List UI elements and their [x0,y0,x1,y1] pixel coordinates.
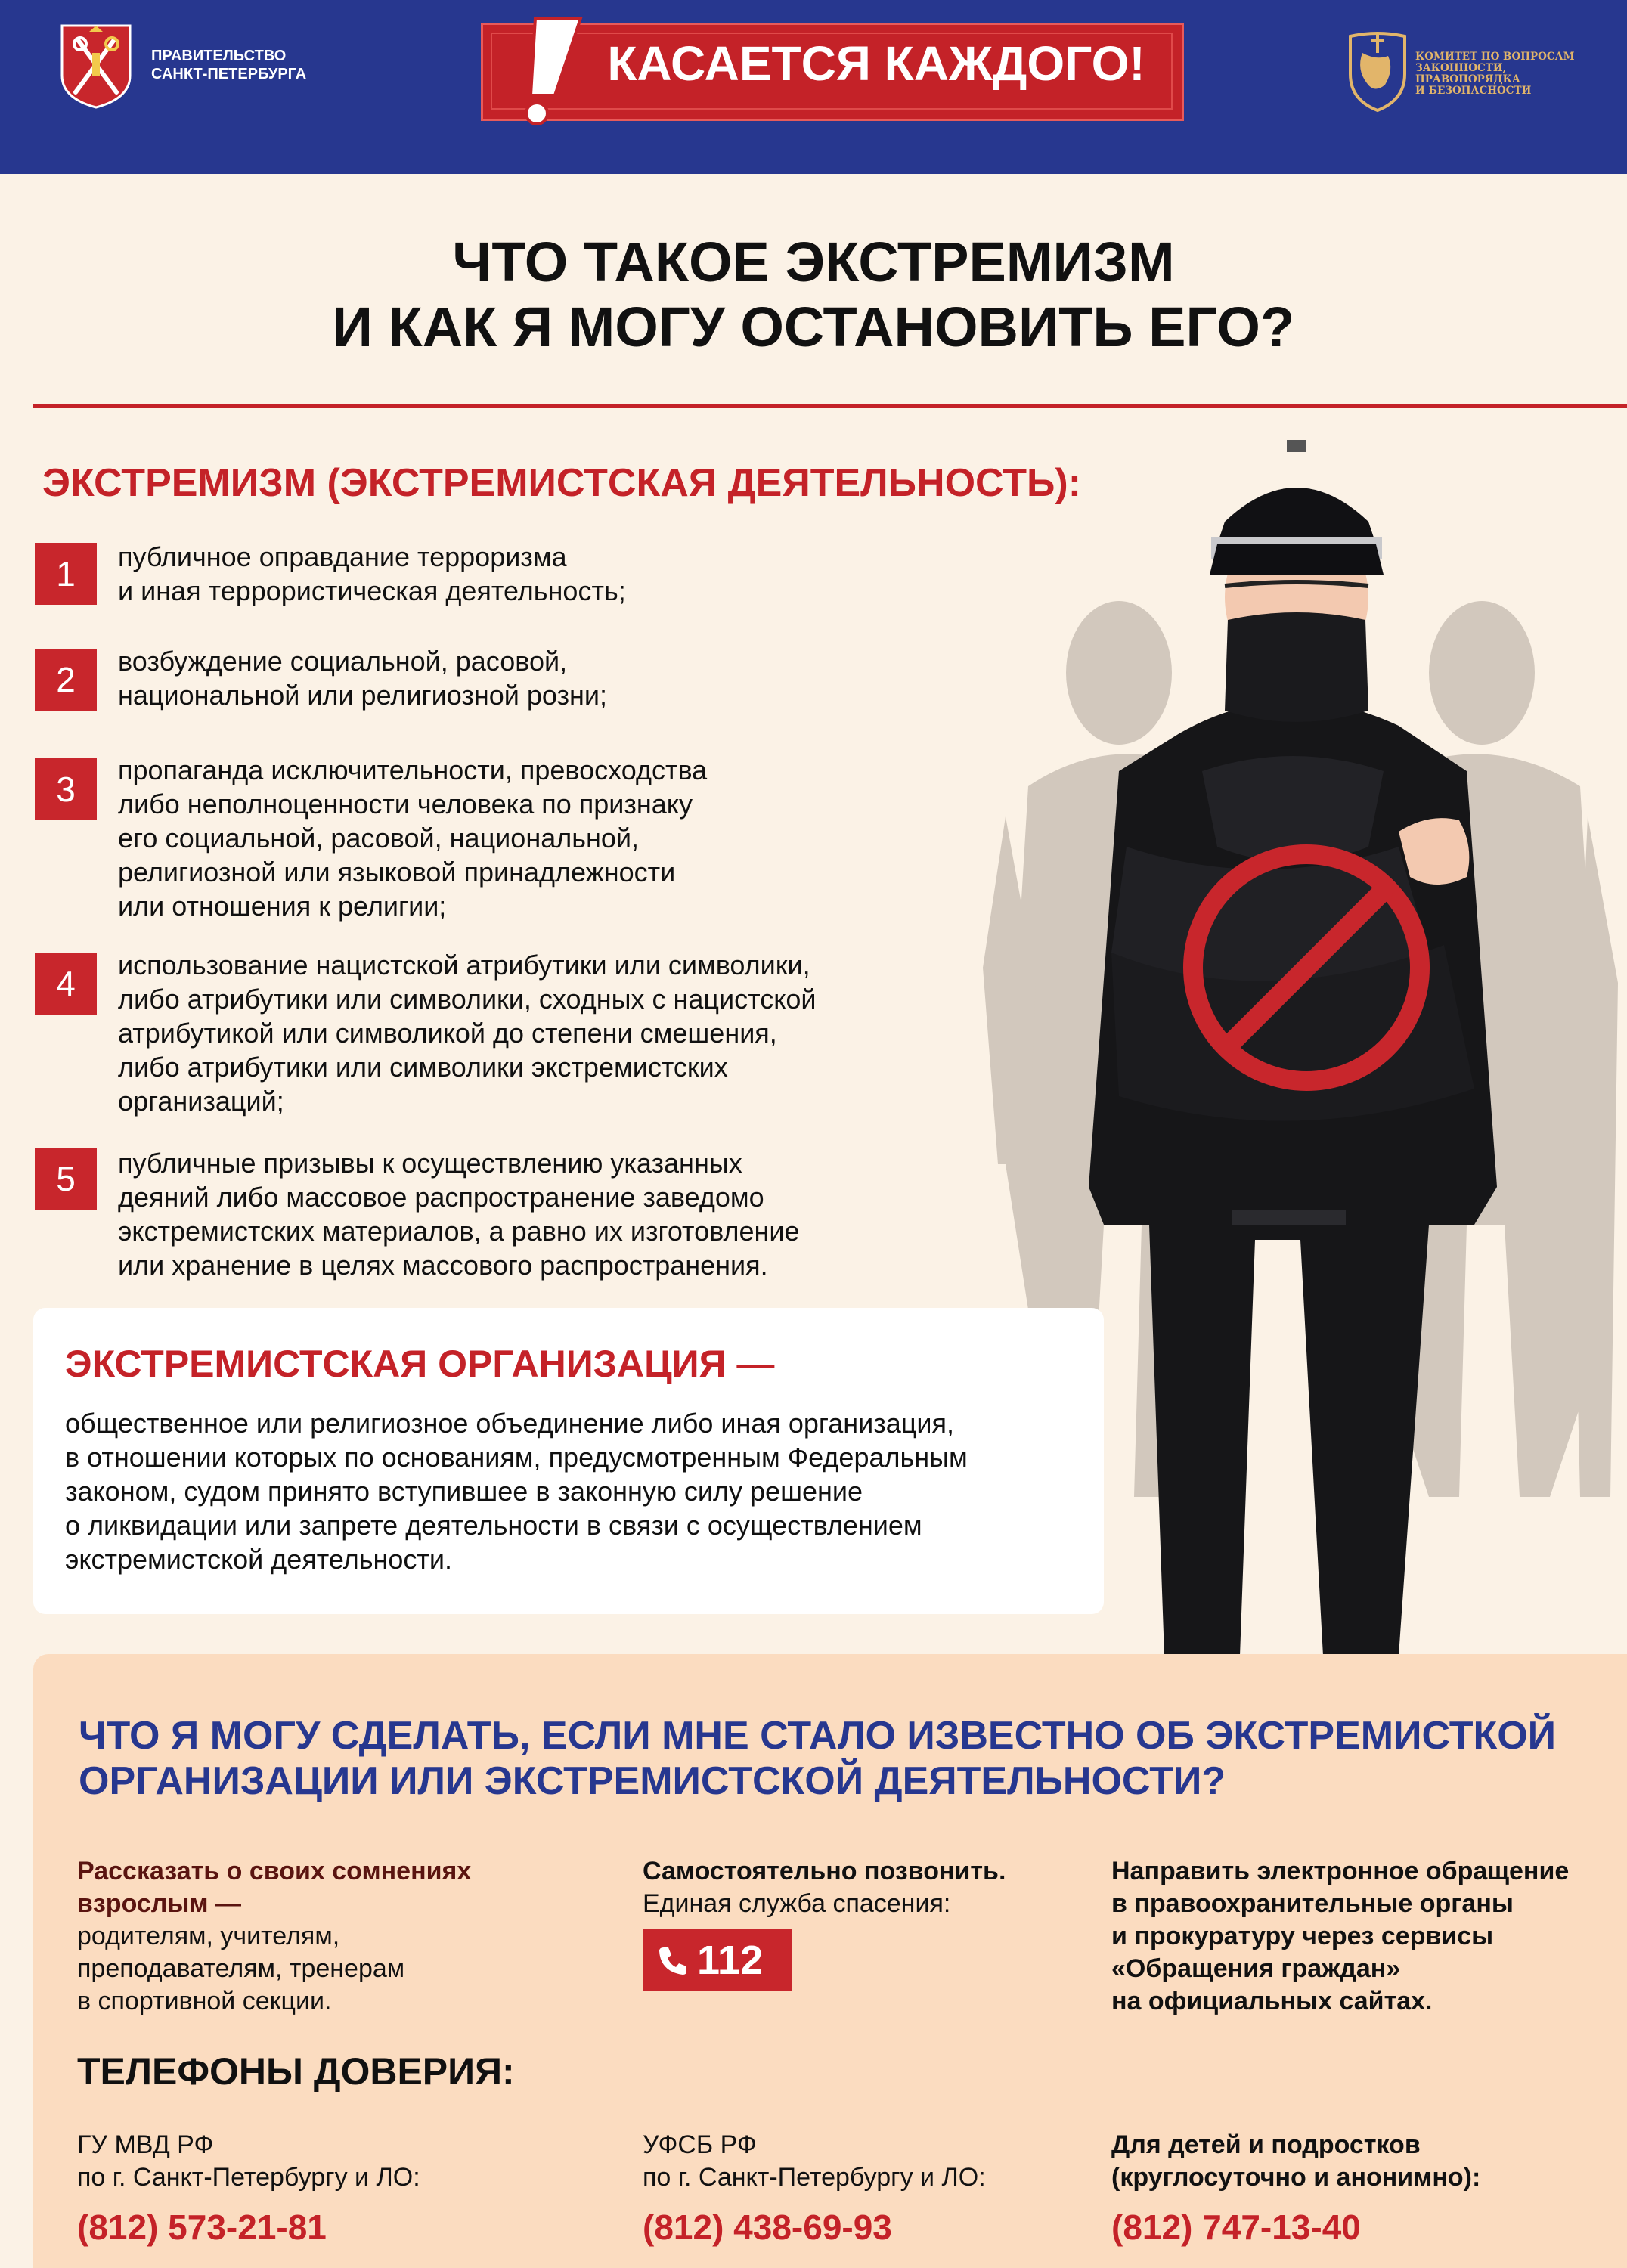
emergency-number: 112 [697,1938,764,1983]
list-number: 3 [35,758,97,820]
organization-definition-box [33,1308,1104,1614]
action-online-appeal: Направить электронное обращение в правоохранительные органы и прокуратуру через сервисы «Обращения граждан» на официальных сайтах. [1111,1857,1570,2015]
list-number: 2 [35,649,97,711]
divider [33,404,1627,408]
actions-panel [33,1654,1627,2268]
list-item: использование нацистской атрибутики или символики, либо атрибутики или символики, сходных с нацистской атрибутикой или символикой до степени смешения, либо атрибутики или символики экстремистских организаций; [118,950,817,1117]
gov-name: ПРАВИТЕЛЬСТВО САНКТ-ПЕТЕРБУРГА [151,48,307,82]
hotlines-title: ТЕЛЕФОНЫ ДОВЕРИЯ: [77,2050,515,2093]
committee-name: КОМИТЕТ ПО ВОПРОСАМ ЗАКОННОСТИ, ПРАВОПОРЯДКА И БЕЗОПАСНОСТИ [1415,51,1575,97]
action-tell-adults: Рассказать о своих сомнениях взрослым — родителям, учителям, преподавателям, тренерам в спортивной секции. [77,1857,472,2015]
hotline-label: УФСБ РФ по г. Санкт-Петербургу и ЛО: [643,2130,986,2192]
list-number: 1 [35,543,97,605]
hotline-label: Для детей и подростков (круглосуточно и анонимно): [1111,2130,1481,2192]
list-item: пропаганда исключительности, превосходства либо неполноценности человека по признаку его социальной, расовой, национальной, религиозной или языковой принадлежности или отношения к религии; [118,754,708,922]
section-heading: ЭКСТРЕМИЗМ (ЭКСТРЕМИСТСКАЯ ДЕЯТЕЛЬНОСТЬ): [42,461,1082,505]
organization-title: ЭКСТРЕМИСТСКАЯ ОРГАНИЗАЦИЯ — [65,1343,775,1385]
organization-text: общественное или религиозное объединение либо иная организация, в отношении которых по основаниям, предусмотренным Федеральным законом, судом принято вступившее в законную силу решение о ликвидации или запрете деятельности в связи с осуществлением экстремистской деятельности. [65,1408,968,1575]
hotline-phone[interactable]: (812) 438-69-93 [643,2208,892,2247]
hotline-phone[interactable]: (812) 747-13-40 [1111,2208,1361,2247]
spb-emblem-icon [59,23,133,110]
hotline-phone[interactable]: (812) 573-21-81 [77,2208,327,2247]
list-item: возбуждение социальной, расовой, национальной или религиозной розни; [118,646,608,711]
list-number: 4 [35,953,97,1015]
list-item: публичное оправдание терроризма и иная террористическая деятельность; [118,541,626,606]
list-number: 5 [35,1148,97,1210]
header [0,0,1627,174]
action-call: Самостоятельно позвонить. Единая служба спасения: [643,1857,1006,1918]
exclamation-icon [505,14,588,127]
actions-question: ЧТО Я МОГУ СДЕЛАТЬ, ЕСЛИ МНЕ СТАЛО ИЗВЕСТНО ОБ ЭКСТРЕМИСТКОЙ ОРГАНИЗАЦИИ ИЛИ ЭКСТРЕМИСТСКОЙ ДЕЯТЕЛЬНОСТИ? [79,1714,1557,1803]
emergency-number-badge [643,1929,792,1991]
page-title: И КАК Я МОГУ ОСТАНОВИТЬ ЕГО? [332,296,1295,358]
page-title: ЧТО ТАКОЕ ЭКСТРЕМИЗМ [452,231,1175,293]
committee-shield-icon [1346,30,1409,113]
banner-text: КАСАЕТСЯ КАЖДОГО! [607,36,1145,91]
list-item: публичные призывы к осуществлению указанных деяний либо массовое распространение заведомо экстремистских материалов, а равно их изготовление или хранение в целях массового распространения. [118,1148,800,1281]
phone-icon [656,1944,690,1978]
hotline-label: ГУ МВД РФ по г. Санкт-Петербургу и ЛО: [77,2130,420,2192]
